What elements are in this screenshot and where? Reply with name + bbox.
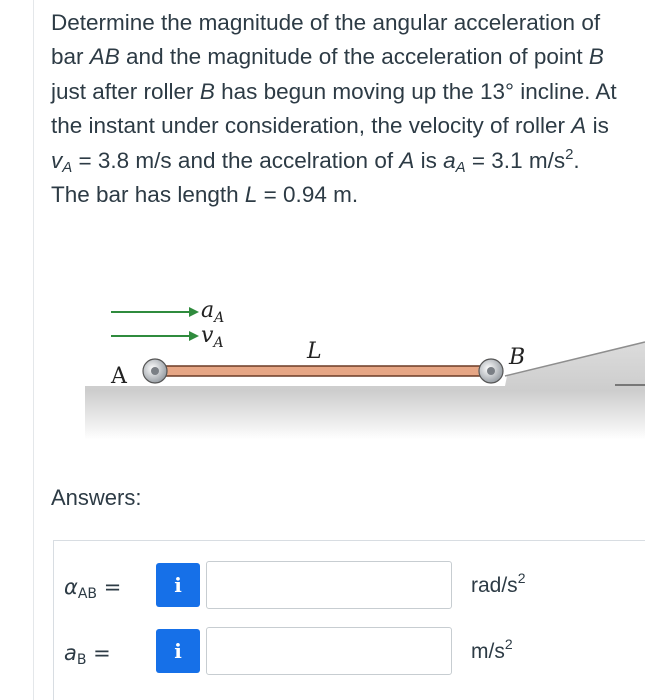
question-text-part: is [414, 147, 444, 173]
var-symbol: a [64, 641, 77, 665]
question-text-part: has begun moving up the 13° incline. At the instant under consideration, the velocity of roller [51, 78, 617, 139]
acceleration-exponent: 2 [565, 145, 574, 163]
question-text-part: . The bar has length [51, 147, 580, 208]
roller-a-symbol: A [571, 113, 587, 139]
label-v-a: $v_A$ [201, 323, 224, 351]
unit-exponent: 2 [517, 570, 526, 586]
acceleration-value: = 3.1 m/s [465, 147, 566, 173]
unit-exponent: 2 [504, 636, 513, 652]
velocity-subscript: A [62, 158, 73, 176]
answers-panel [53, 540, 645, 700]
a-b-label [64, 641, 111, 668]
alpha-ab-label [64, 575, 122, 602]
roller-a [143, 359, 167, 383]
answer-row-ab [54, 627, 645, 679]
equals-sign: = [86, 641, 111, 665]
info-icon-button[interactable]: i [156, 629, 200, 673]
question-text-part: is [586, 113, 609, 139]
acceleration-symbol: a [443, 147, 456, 173]
unit-text: m/s [471, 640, 505, 663]
answer-row-alpha [54, 561, 645, 613]
bar-ab [151, 366, 491, 376]
label-roller-b: B [509, 345, 526, 370]
equals-sign: = [97, 575, 122, 599]
bar-roller-figure [85, 268, 645, 440]
ground-surface [85, 342, 645, 440]
roller-b [479, 359, 503, 383]
acceleration-arrow [111, 307, 199, 317]
question-text-part: and the magnitude of the acceleration of point [119, 44, 589, 70]
point-b-symbol: B [588, 44, 604, 70]
length-value: = 0.94 m. [257, 182, 359, 208]
info-icon-button[interactable]: i [156, 563, 200, 607]
question-text [51, 6, 621, 212]
question-text-part: just after roller [51, 78, 200, 104]
velocity-symbol: v [51, 147, 63, 173]
velocity-value: = 3.8 m/s and the accelration of [72, 147, 400, 173]
roller-b-symbol: B [199, 78, 215, 104]
acceleration-subscript: A [455, 158, 466, 176]
accel-point-symbol: A [399, 147, 415, 173]
a-b-unit [471, 636, 513, 664]
bar-symbol: AB [89, 44, 120, 70]
a-b-input[interactable] [206, 627, 452, 675]
label-l: L [307, 339, 322, 364]
length-symbol: L [244, 182, 258, 208]
var-symbol: α [64, 575, 78, 599]
question-text-part: Determine the magnitude of the angular acceleration of bar [51, 10, 601, 70]
label-a-a: $a_A$ [201, 298, 225, 326]
var-subscript: B [76, 652, 87, 668]
label-roller-a: A [111, 364, 127, 389]
alpha-unit [471, 570, 526, 598]
unit-text: rad/s [471, 574, 518, 597]
answers-heading: Answers: [51, 485, 142, 510]
alpha-ab-input[interactable] [206, 561, 452, 609]
velocity-arrow [111, 331, 199, 341]
var-subscript: AB [77, 586, 98, 602]
